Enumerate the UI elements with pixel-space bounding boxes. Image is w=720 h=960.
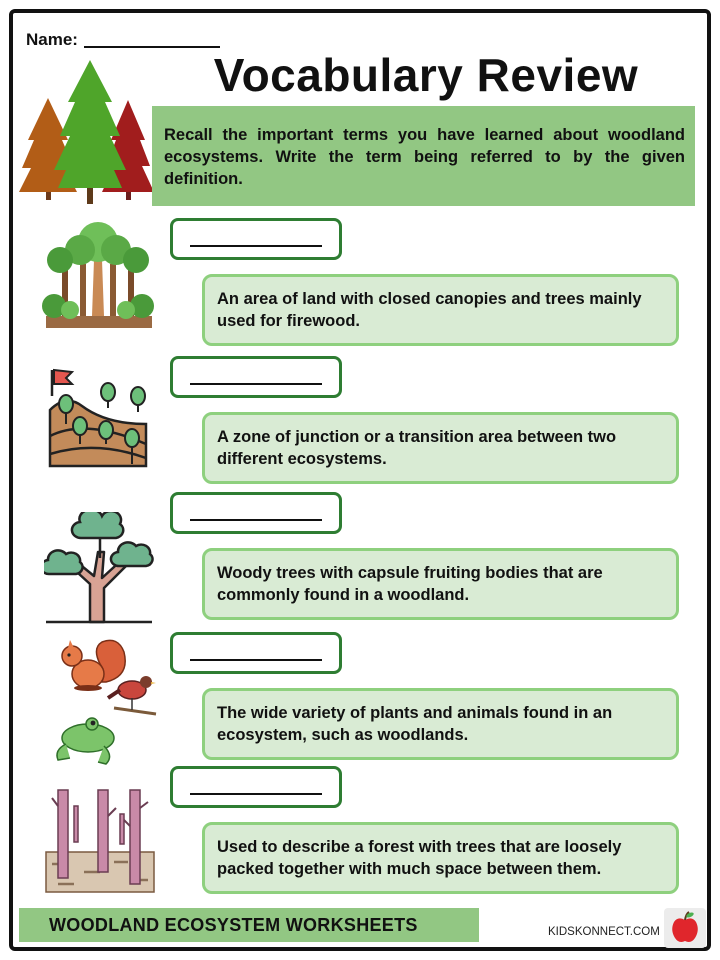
answer-blank	[190, 245, 322, 247]
name-label: Name:	[26, 30, 78, 49]
wildlife-icon	[52, 632, 158, 768]
definition-5: Used to describe a forest with trees that are loosely packed together with much space between them.	[202, 822, 679, 894]
name-field	[26, 30, 220, 50]
tree-branches-icon	[44, 512, 154, 624]
brand-label: KIDSKONNECT.COM	[548, 926, 660, 938]
bare-trees-icon	[44, 786, 156, 894]
apple-logo-tab	[664, 908, 706, 948]
answer-blank	[190, 793, 322, 795]
answer-field-4[interactable]	[170, 632, 342, 674]
answer-field-2[interactable]	[170, 356, 342, 398]
apple-icon	[664, 908, 706, 948]
answer-blank	[190, 519, 322, 521]
instructions-box: Recall the important terms you have learned about woodland ecosystems. Write the term being referred to by the given definition.	[152, 106, 695, 206]
definition-2: A zone of junction or a transition area between two different ecosystems.	[202, 412, 679, 484]
forest-icon	[42, 220, 154, 330]
answer-blank	[190, 659, 322, 661]
page-title: Vocabulary Review	[213, 49, 639, 101]
answer-field-5[interactable]	[170, 766, 342, 808]
footer-band: WOODLAND ECOSYSTEM WORKSHEETS	[19, 908, 479, 942]
answer-blank	[190, 383, 322, 385]
hillside-ecotone-icon	[46, 366, 152, 470]
definition-3: Woody trees with capsule fruiting bodies that are commonly found in a woodland.	[202, 548, 679, 620]
answer-field-3[interactable]	[170, 492, 342, 534]
definition-4: The wide variety of plants and animals found in an ecosystem, such as woodlands.	[202, 688, 679, 760]
conifer-trees-icon	[18, 60, 156, 206]
definition-1: An area of land with closed canopies and trees mainly used for firewood.	[202, 274, 679, 346]
answer-field-1[interactable]	[170, 218, 342, 260]
